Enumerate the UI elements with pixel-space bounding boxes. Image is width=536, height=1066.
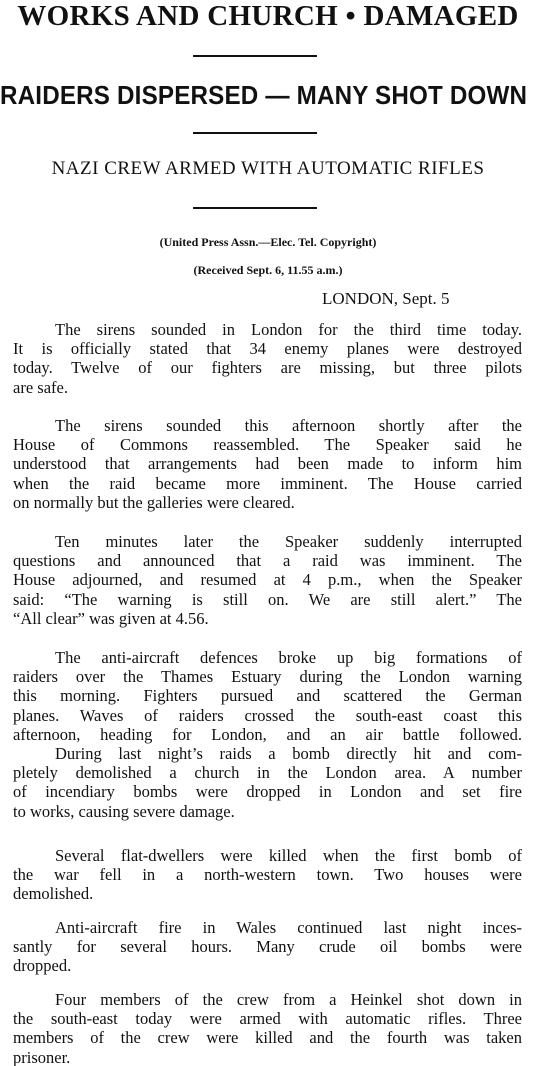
text-line: today. Twelve of our fighters are missing, but three pilots — [13, 358, 522, 378]
text-line: planes. Waves of raiders crossed the south-east coast this — [13, 705, 522, 725]
text-line: to works, causing severe damage. — [13, 801, 235, 821]
text-line: the war fell in a north-western town. Two houses were — [13, 865, 522, 885]
text-line: when the raid became more imminent. The House carried — [13, 473, 522, 493]
subheadline-divider — [193, 132, 317, 134]
text-line: During last night’s raids a bomb directly hit and com- — [55, 743, 522, 763]
text-line: questions and announced that a raid was imminent. The — [13, 551, 522, 571]
text-line: House of Commons reassembled. The Speaker said he — [13, 435, 522, 455]
deck-divider — [193, 207, 317, 209]
article-paragraph — [13, 532, 522, 628]
text-line: are safe. — [13, 377, 68, 397]
text-line: understood that arrangements had been made to inform him — [13, 454, 522, 474]
article-paragraph — [13, 990, 522, 1066]
text-line: said: “The warning is still on. We are still alert.” The — [13, 589, 522, 609]
text-line: Ten minutes later the Speaker suddenly interrupted — [55, 532, 522, 551]
text-line: It is officially stated that 34 enemy planes were destroyed — [13, 339, 522, 359]
text-line: this morning. Fighters pursued and scattered the German — [13, 686, 522, 706]
text-line: House adjourned, and resumed at 4 p.m., when the Speaker — [13, 570, 522, 590]
article-paragraph — [13, 648, 522, 821]
headline-divider — [193, 55, 317, 57]
dateline: LONDON, Sept. 5 — [322, 289, 450, 308]
text-line: raiders over the Thames Estuary during the London warning — [13, 667, 522, 687]
text-line: of incendiary bombs were dropped in London and set fire — [13, 782, 522, 802]
text-line: dropped. — [13, 956, 72, 976]
text-line: on normally but the galleries were cleared. — [13, 492, 295, 512]
article-paragraph — [13, 918, 522, 976]
text-line: Four members of the crew from a Heinkel shot down in — [55, 990, 522, 1009]
text-line: Anti-aircraft fire in Wales continued last night inces- — [55, 918, 522, 937]
received-line: (Received Sept. 6, 11.55 a.m.) — [193, 263, 343, 277]
text-line: The anti-aircraft defences broke up big formations of — [55, 648, 522, 667]
article-paragraph — [13, 846, 522, 904]
text-line: the south-east today were armed with automatic rifles. Three — [13, 1009, 522, 1029]
headline: WORKS AND CHURCH • DAMAGED — [17, 0, 519, 32]
text-line: The sirens sounded this afternoon shortly after the — [55, 416, 522, 435]
text-line: santly for several hours. Many crude oil bombs were — [13, 937, 522, 957]
article-paragraph — [13, 320, 522, 397]
text-line: afternoon, heading for London, and an air battle followed. — [13, 724, 522, 744]
text-line: “All clear” was given at 4.56. — [13, 608, 209, 628]
credit-line: (United Press Assn.—Elec. Tel. Copyright) — [159, 235, 377, 249]
article-paragraph — [13, 416, 522, 512]
text-line: demolished. — [13, 884, 94, 904]
deck-headline: NAZI CREW ARMED WITH AUTOMATIC RIFLES — [51, 158, 485, 179]
text-line: The sirens sounded in London for the third time today. — [55, 320, 522, 339]
text-line: members of the crew were killed and the fourth was taken — [13, 1028, 522, 1048]
text-line: pletely demolished a church in the London area. A number — [13, 763, 522, 783]
text-line: Several flat-dwellers were killed when the first bomb of — [55, 846, 522, 865]
subheadline: RAIDERS DISPERSED — MANY SHOT DOWN — [0, 80, 528, 110]
text-line: prisoner. — [13, 1047, 71, 1066]
